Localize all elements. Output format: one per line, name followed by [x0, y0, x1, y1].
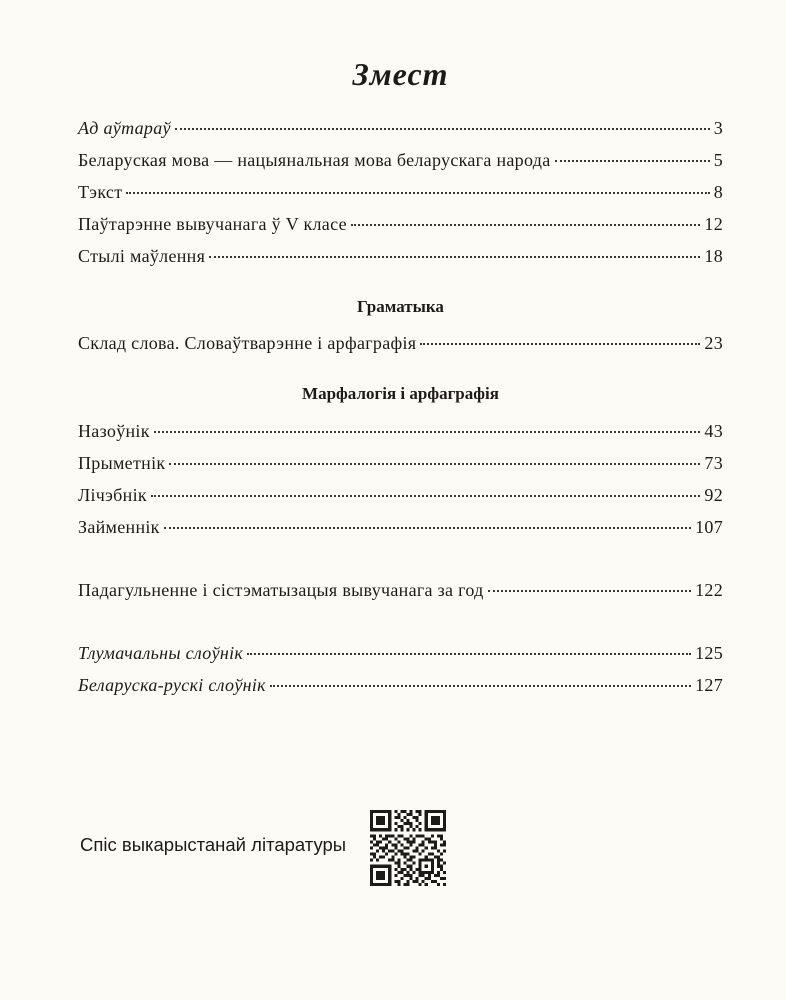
literature-block: [78, 808, 723, 888]
toc-entry-label: Беларуска-рускі слоўнік: [78, 675, 266, 695]
page-title: Змест: [352, 56, 449, 92]
toc-entry-dictionary-1[interactable]: [78, 675, 723, 703]
toc-entry-page: 3: [713, 118, 723, 138]
toc-entry-label: Стылі маўлення: [78, 246, 206, 266]
toc-entry-page: 122: [695, 580, 723, 600]
dot-leader: [488, 590, 691, 592]
dot-leader: [555, 160, 710, 162]
toc-entry-label: Тэкст: [78, 182, 123, 202]
toc-entry-dictionary-0[interactable]: [78, 643, 723, 671]
dot-leader: [126, 192, 709, 194]
toc-entry-label: Склад слова. Словаўтварэнне і арфаграфія: [78, 333, 417, 353]
toc-entry-label: Ад аўтараў: [78, 118, 171, 138]
qr-code-icon[interactable]: [370, 810, 446, 886]
dot-leader: [169, 463, 700, 465]
dot-leader: [175, 128, 710, 130]
dot-leader: [164, 527, 691, 529]
dot-leader: [151, 495, 700, 497]
toc-entry-label: Прыметнік: [78, 453, 166, 473]
toc-entry-intro-1[interactable]: [78, 150, 723, 178]
toc-entry-page: 73: [704, 453, 723, 473]
toc-entry-label: Падагульненне і сістэматызацыя вывучанага за год: [78, 580, 484, 600]
toc-entry-page: 92: [704, 485, 723, 505]
toc-entry-intro-2[interactable]: [78, 182, 723, 210]
toc-entry-label: Паўтарэнне вывучанага ў V класе: [78, 214, 347, 234]
toc-entry-morphology-0[interactable]: [78, 421, 723, 449]
toc-entry-page: 125: [695, 643, 723, 663]
dot-leader: [247, 653, 691, 655]
dot-leader: [154, 431, 701, 433]
contents-page: [78, 0, 723, 1000]
section-heading-morphology: Марфалогія і арфаграфія: [302, 384, 499, 403]
toc-entry-label: Лічэбнік: [78, 485, 147, 505]
toc-entry-page: 23: [704, 333, 723, 353]
toc-entry-morphology-3[interactable]: [78, 517, 723, 545]
toc-entry-summary[interactable]: [78, 580, 723, 608]
dot-leader: [420, 343, 700, 345]
toc-entry-page: 127: [695, 675, 723, 695]
toc-entry-page: 5: [713, 150, 723, 170]
toc-entry-morphology-2[interactable]: [78, 485, 723, 513]
toc-entry-intro-0[interactable]: [78, 118, 723, 146]
toc-entry-grammar-0[interactable]: [78, 333, 723, 361]
toc-entry-label: Тлумачальны слоўнік: [78, 643, 244, 663]
toc-entry-page: 43: [704, 421, 723, 441]
toc-entry-page: 12: [704, 214, 723, 234]
toc-entry-intro-3[interactable]: [78, 214, 723, 242]
toc-entry-intro-4[interactable]: [78, 246, 723, 274]
toc-entry-label: Беларуская мова — нацыянальная мова беларускага народа: [78, 150, 551, 170]
literature-label: Спіс выкарыстанай літаратуры: [80, 834, 347, 855]
toc-entry-page: 18: [704, 246, 723, 266]
toc-entry-label: Займеннік: [78, 517, 160, 537]
toc-entry-morphology-1[interactable]: [78, 453, 723, 481]
dot-leader: [270, 685, 691, 687]
section-heading-grammar: Граматыка: [357, 297, 444, 316]
toc-entry-page: 107: [695, 517, 723, 537]
toc-entry-label: Назоўнік: [78, 421, 150, 441]
toc-entry-page: 8: [713, 182, 723, 202]
dot-leader: [209, 256, 700, 258]
dot-leader: [351, 224, 700, 226]
